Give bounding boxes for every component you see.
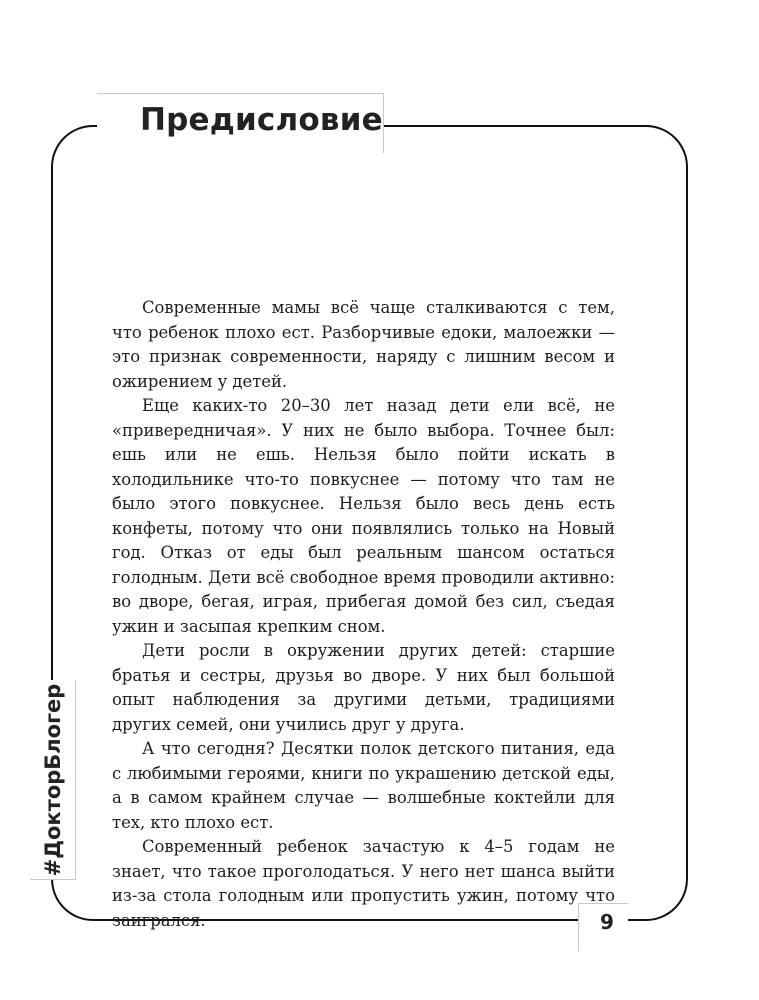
paragraph: Дети росли в окружении других детей: старшие братья и сестры, друзья во дворе. У них был большой опыт наблюдения за другими детьми, традициями других семей, они учились друг у друга. — [112, 641, 615, 734]
paragraph: Современный ребенок зачастую к 4–5 годам не знает, что такое проголодаться. У него нет шанса выйти из-за стола голодным или пропустить ужин, потому что заигрался. — [112, 837, 615, 930]
page-number: 9 — [600, 910, 614, 934]
body-text — [112, 296, 615, 933]
paragraph: А что сегодня? Десятки полок детского питания, еда с любимыми героями, книги по украшению детской еды, а в самом крайнем случае — волшебные коктейли для тех, кто плохо ест. — [112, 739, 615, 832]
hashtag-label: #ДокторБлогер — [41, 683, 65, 877]
paragraph: Еще каких-то 20–30 лет назад дети ели всё, не «привередничая». У них не было выбора. Точнее был: ешь или не ешь. Нельзя было пойти искать в холодильнике что-то повкуснее — потому что там не было этого повкуснее. Нельзя было весь день есть конфеты, потому что они появлялись только на Новый год. Отказ от еды был реальным шансом остаться голодным. Дети всё свободное время проводили активно: во дворе, бегая, играя, прибегая домой без сил, съедая ужин и засыпая крепким сном. — [112, 396, 615, 636]
page-title: Предисловие — [140, 102, 383, 138]
paragraph: Современные мамы всё чаще сталкиваются с тем, что ребенок плохо ест. Разборчивые едоки, малоежки — это признак современности, наряду с лишним весом и ожирением у детей. — [112, 298, 615, 391]
